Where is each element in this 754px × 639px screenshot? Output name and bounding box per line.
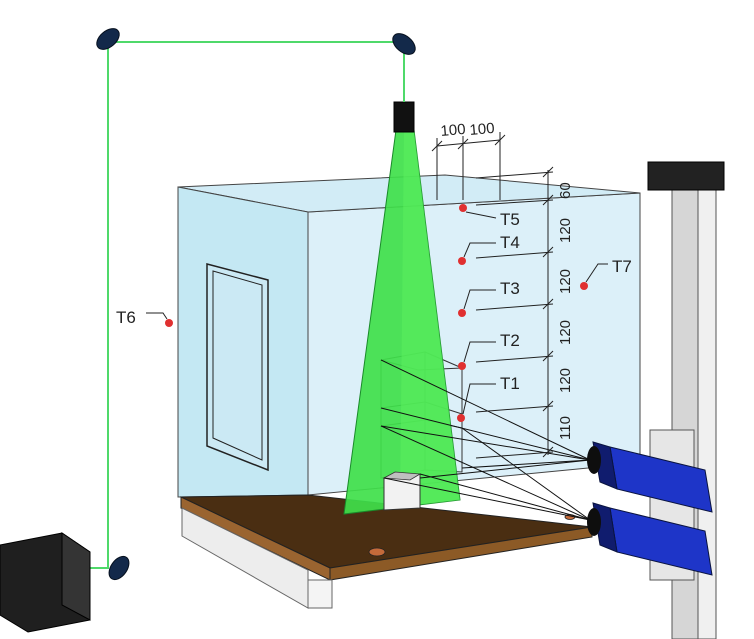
laser-head	[394, 102, 414, 132]
dim-vertical-3: 120	[557, 319, 574, 345]
probe-t3-label: T3	[500, 279, 520, 298]
probe-t2-marker	[458, 362, 466, 370]
probe-t4-label: T4	[500, 233, 520, 252]
probe-t7-marker	[580, 282, 588, 290]
probe-t6-marker	[165, 319, 173, 327]
dim-vertical-bottom: 110	[557, 416, 574, 440]
probe-t1-label: T1	[500, 374, 520, 393]
base-support-front	[308, 580, 332, 608]
probe-t1-marker	[457, 414, 465, 422]
probe-t5-marker	[459, 204, 467, 212]
stand-cap	[648, 162, 724, 190]
laser-source-face	[62, 533, 90, 620]
plate-hole	[369, 548, 385, 556]
mirror-bottom-left	[105, 553, 133, 583]
dim-horizontal-b: 100	[468, 119, 496, 139]
dim-horizontal-a: 100	[439, 120, 467, 140]
dim-vertical-2: 120	[557, 268, 574, 294]
dim-vertical-1: 120	[557, 217, 574, 243]
probe-t3-marker	[458, 309, 466, 317]
probe-t4-marker	[458, 257, 466, 265]
probe-t2-label: T2	[500, 331, 520, 350]
dim-vertical-top: 60	[557, 182, 574, 199]
probe-t7-label: T7	[612, 257, 632, 276]
probe-t6-label: T6	[116, 308, 136, 327]
probe-t5-label: T5	[500, 210, 520, 229]
dim-vertical-4: 120	[557, 367, 574, 393]
